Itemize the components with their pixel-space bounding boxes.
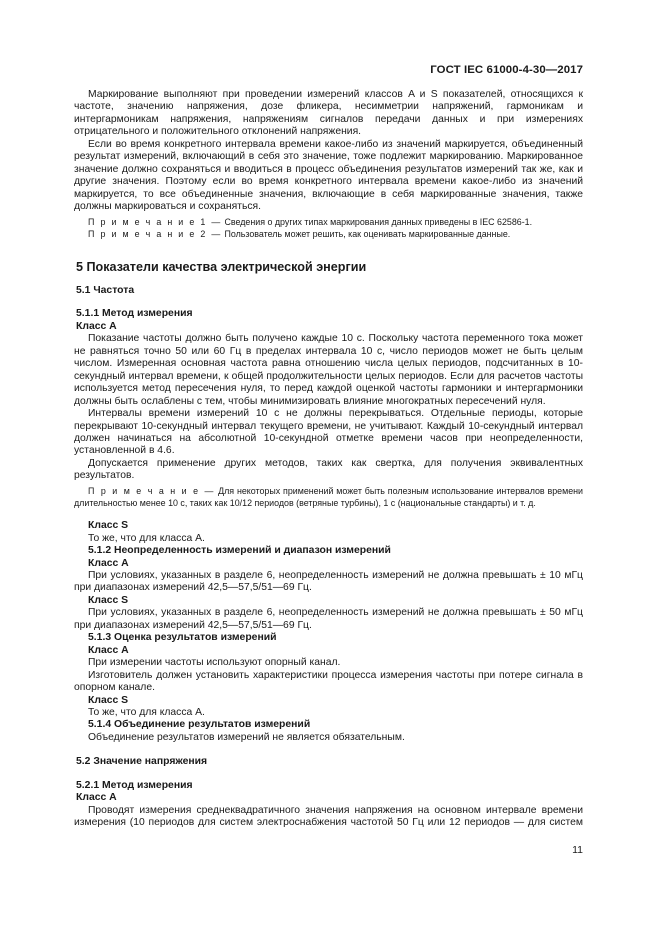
note — [74, 216, 583, 228]
subsection-heading: 5.1 Частота — [76, 284, 135, 296]
class-label: Класс A — [76, 792, 117, 804]
subsection-heading: 5.1.2 Неопределенность измерений и диапазон измерений — [88, 545, 391, 557]
section-heading: 5 Показатели качества электрической энергии — [76, 259, 367, 274]
paragraph: Если во время конкретного интервала времени какое-либо из значений маркируется, объединенный результат измерений, включающий в себя это значение, тоже подлежит маркированию. Маркированное значение должно сохраняться и вводиться в процесс объединения результатов измерений так же, как и другие значения. Поэтому если во время конкретного интервала времени какое-либо из значений маркируется, то все объединенные значения, включающие в себя маркированные значения, также должны маркироваться и сохраняться. — [74, 138, 583, 213]
paragraph: При условиях, указанных в разделе 6, неопределенность измерений не должна превышать ± 50 мГц при диапазонах измерений 42,5—57,5/51—69 Гц. — [74, 607, 583, 631]
note-text: Сведения о других типах маркирования данных приведены в IEC 62586-1. — [224, 216, 533, 227]
class-label: Класс A — [88, 644, 129, 656]
paragraph: Интервалы времени измерений 10 с не должны перекрываться. Отдельные периоды, которые перекрывают 10-секундный интервал текущего времени, не учитывают. Каждый 10-секундный интервал должен начинаться на абсолютной 10-секундной отметке времени часов при неопределенности, установленной в 4.6. — [74, 408, 583, 457]
class-label: Класс A — [76, 320, 117, 332]
paragraph: То же, что для класса А. — [88, 532, 205, 544]
paragraph: Допускается применение других методов, таких как свертка, для получения эквивалентных результатов. — [74, 457, 583, 482]
subsection-heading: 5.1.4 Объединение результатов измерений — [88, 719, 311, 731]
subsection-heading: 5.2 Значение напряжения — [76, 756, 208, 768]
note — [74, 485, 583, 509]
note-label: П р и м е ч а н и е — — [88, 485, 216, 496]
note-text: Для некоторых применений может быть полезным использование интервалов времени длительностью менее 10 с, таких как 10/12 периодов (ветряные турбины), 1 с (национальные стандарты) и т. д. — [74, 485, 584, 508]
class-label: Класс S — [88, 694, 129, 706]
class-label: Класс S — [88, 594, 129, 606]
paragraph: Объединение результатов измерений не является обязательным. — [88, 731, 405, 743]
paragraph: Показание частоты должно быть получено каждые 10 с. Поскольку частота переменного тока может не равняться точно 50 или 60 Гц в пределах интервала 10 с, число периодов может не быть целым числом. Измеренная основная частота равна отношению числа целых периодов, подсчитанных в 10-секундный интервал времени, к общей продолжительности целых периодов. Если для расчетов частоты используется метод пересечения нуля, то перед каждой оценкой частоты гармоники и интергармоники должны быть ослаблены с тем, чтобы минимизировать влияние многократных пересечений нуля. — [74, 333, 583, 407]
paragraph: При условиях, указанных в разделе 6, неопределенность измерений не должна превышать ± 10 мГц при диапазонах измерений 42,5—57,5/51—69 Гц. — [74, 570, 583, 594]
subsection-heading: 5.1.3 Оценка результатов измерений — [88, 632, 277, 644]
paragraph: Изготовитель должен установить характеристики процесса измерения частоты при потере сигнала в опорном канале. — [74, 669, 583, 694]
paragraph: То же, что для класса А. — [88, 706, 205, 718]
paragraph: При измерении частоты используют опорный канал. — [88, 657, 341, 669]
document-header: ГОСТ IEC 61000-4-30—2017 — [430, 64, 583, 76]
page-number: 11 — [572, 844, 583, 856]
document-body — [74, 89, 583, 830]
subsection-heading: 5.2.1 Метод измерения — [76, 779, 193, 791]
note — [74, 228, 583, 240]
subsection-heading: 5.1.1 Метод измерения — [76, 308, 193, 320]
note-text: Пользователь может решить, как оценивать маркированные данные. — [224, 228, 511, 239]
class-label: Класс S — [88, 520, 129, 532]
note-label: П р и м е ч а н и е 2 — — [88, 228, 222, 239]
paragraph: Маркирование выполняют при проведении измерений классов A и S показателей, относящихся к частоте, значению напряжения, дозе фликера, несимметрии напряжений, гармоникам и интергармоникам напряжения, напряжениям сигналов передачи данных и при измерениях отрицательного и положительного отклонений напряжения. — [74, 89, 583, 138]
paragraph: Проводят измерения среднеквадратичного значения напряжения на основном интервале времени измерения (10 периодов для систем электроснабжения частотой 50 Гц или 12 периодов — для систем — [74, 804, 583, 829]
class-label: Класс A — [88, 557, 129, 569]
note-label: П р и м е ч а н и е 1 — — [88, 216, 222, 227]
